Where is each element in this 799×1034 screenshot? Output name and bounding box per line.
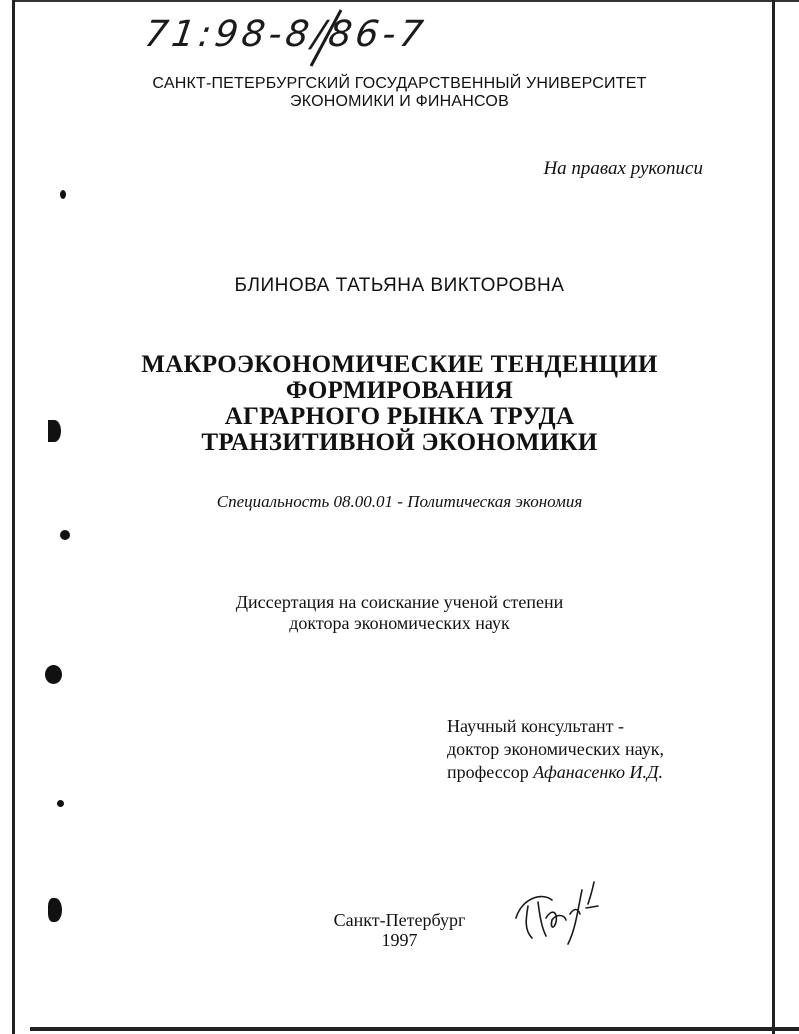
title-line: ФОРМИРОВАНИЯ [285, 377, 514, 404]
author-name: БЛИНОВА ТАТЬЯНА ВИКТОРОВНА [234, 275, 565, 296]
university-header [0, 75, 799, 111]
city: Санкт-Петербург [333, 910, 466, 930]
consultant-name: Афанасенко И.Д. [533, 762, 664, 782]
consultant-line2: доктор экономических наук, [447, 739, 664, 759]
manuscript-rights-note: На правах рукописи [543, 158, 703, 179]
scan-border-left [12, 0, 15, 1034]
degree-line1: Диссертация на соискание ученой степени [235, 592, 564, 612]
punch-hole-mark [60, 530, 70, 540]
scan-border-right [772, 0, 775, 1034]
scan-border-bottom [30, 1027, 799, 1031]
call-number-slash-stroke [305, 8, 345, 68]
title-line: АГРАРНОГО РЫНКА ТРУДА [224, 403, 575, 430]
scan-border-top [12, 0, 799, 2]
consultant-line1: Научный консультант - [447, 716, 624, 736]
specialty-label: Специальность 08.00.01 [216, 492, 394, 511]
specialty-line [0, 492, 799, 512]
dissertation-title [0, 352, 799, 456]
title-line: МАКРОЭКОНОМИЧЕСКИЕ ТЕНДЕНЦИИ [141, 351, 658, 378]
dissertation-degree [0, 592, 799, 634]
punch-hole-mark [45, 665, 62, 684]
specialty-separator: - [393, 492, 408, 511]
scientific-consultant [447, 715, 664, 784]
place-and-year [0, 910, 799, 950]
consultant-title: профессор [447, 762, 534, 782]
punch-hole-mark [57, 800, 64, 807]
archive-call-number: 71:98-8/86-7 [142, 14, 430, 55]
title-line: ТРАНЗИТИВНОЙ ЭКОНОМИКИ [201, 429, 598, 456]
specialty-field: Политическая экономия [407, 492, 583, 511]
university-name-line2: ЭКОНОМИКИ И ФИНАНСОВ [290, 93, 509, 110]
university-name-line1: САНКТ-ПЕТЕРБУРГСКИЙ ГОСУДАРСТВЕННЫЙ УНИВЕРСИТЕТ [152, 75, 647, 92]
degree-line2: доктора экономических наук [289, 613, 510, 633]
handwritten-signature [512, 878, 612, 948]
year: 1997 [381, 930, 418, 950]
punch-hole-mark [60, 190, 66, 199]
consultant-line3 [447, 761, 664, 784]
